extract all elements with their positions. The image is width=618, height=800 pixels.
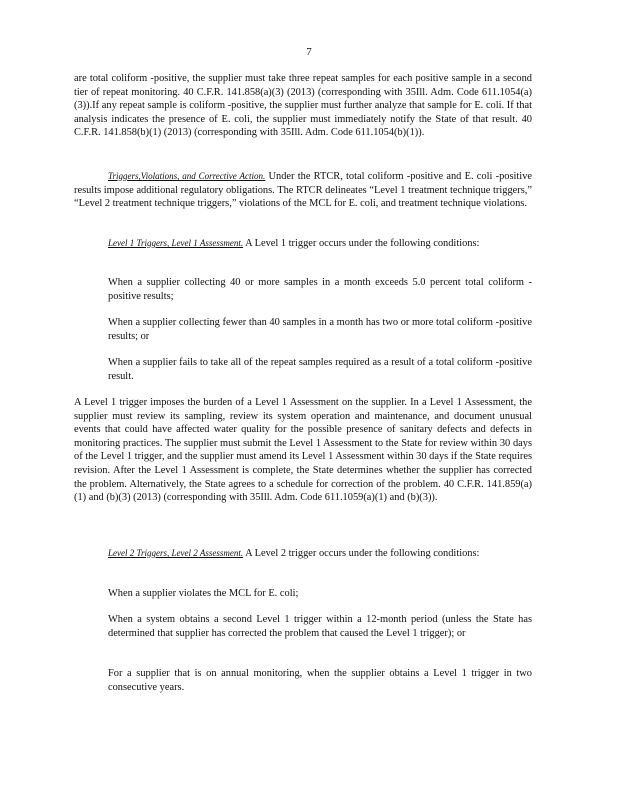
level2-condition-item: When a system obtains a second Level 1 trigger within a 12-month period (unless the State has determined that supplier has corrected the problem that caused the Level 1 trigger); or	[108, 614, 532, 639]
paragraph-triggers-violations-text: Under the RTCR, total coliform -positive and E. coli -positive results impose additional regulatory obligations. The RTCR delineates “Level 1 treatment technique triggers,” “Level 2 treatment technique triggers,” violations of the MCL for E. coli, and treatment technique violations.	[74, 171, 532, 210]
heading-level2: Level 2 Triggers, Level 2 Assessment.	[108, 548, 244, 558]
paragraph-repeat-monitoring: are total coliform -positive, the supplier must take three repeat samples for each positive sample in a second tier of repeat monitoring. 40 C.F.R. 141.858(a)(3) (2013) (corresponding with 35Ill. Adm. Code 611.1054(a)(3)).If any repeat sample is coliform -positive, the supplier must further analyze that sample for E. coli. If that analysis indicates the presence of E. coli, the supplier must immediately notify the State of that result. 40 C.F.R. 141.858(b)(1) (2013) (corresponding with 35Ill. Adm. Code 611.1054(b)(1)).	[74, 73, 532, 139]
paragraph-level1-intro	[74, 237, 532, 251]
paragraph-level2-intro	[74, 547, 532, 561]
paragraph-level2-intro-text: A Level 2 trigger occurs under the following conditions:	[243, 548, 480, 559]
paragraph-triggers-violations	[74, 170, 532, 211]
level2-condition-item: For a supplier that is on annual monitoring, when the supplier obtains a Level 1 trigger in two consecutive years.	[108, 668, 532, 693]
level2-condition-item: When a supplier violates the MCL for E. coli;	[108, 588, 299, 599]
paragraph-level1-assessment: A Level 1 trigger imposes the burden of a Level 1 Assessment on the supplier. In a Level 1 Assessment, the supplier must review its sampling, review its system operation and maintenance, and document unusual events that could have affected water quality for the possible presence of sanitary defects and defects in monitoring practices. The supplier must submit the Level 1 Assessment to the State for review within 30 days of the Level 1 trigger, and the supplier must amend its Level 1 Assessment within 30 days if the State requires revision. After the Level 1 Assessment is complete, the State determines whether the supplier has corrected the problem. Alternatively, the State agrees to a schedule for correction of the problem. 40 C.F.R. 141.859(a)(1) and (b)(3) (2013) (corresponding with 35Ill. Adm. Code 611.1059(a)(1) and (b)(3)).	[74, 397, 532, 504]
level1-condition-item: When a supplier collecting fewer than 40 samples in a month has two or more total coliform -positive results; or	[108, 317, 532, 342]
heading-level1: Level 1 Triggers, Level 1 Assessment.	[108, 238, 244, 248]
level1-condition-item: When a supplier fails to take all of the repeat samples required as a result of a total coliform -positive result.	[108, 357, 532, 382]
page-number: 7	[306, 46, 312, 58]
level1-condition-item: When a supplier collecting 40 or more samples in a month exceeds 5.0 percent total coliform -positive results;	[108, 277, 532, 302]
heading-triggers-violations: Triggers,Violations, and Corrective Action.	[108, 171, 266, 181]
paragraph-level1-intro-text: A Level 1 trigger occurs under the following conditions:	[243, 238, 480, 249]
